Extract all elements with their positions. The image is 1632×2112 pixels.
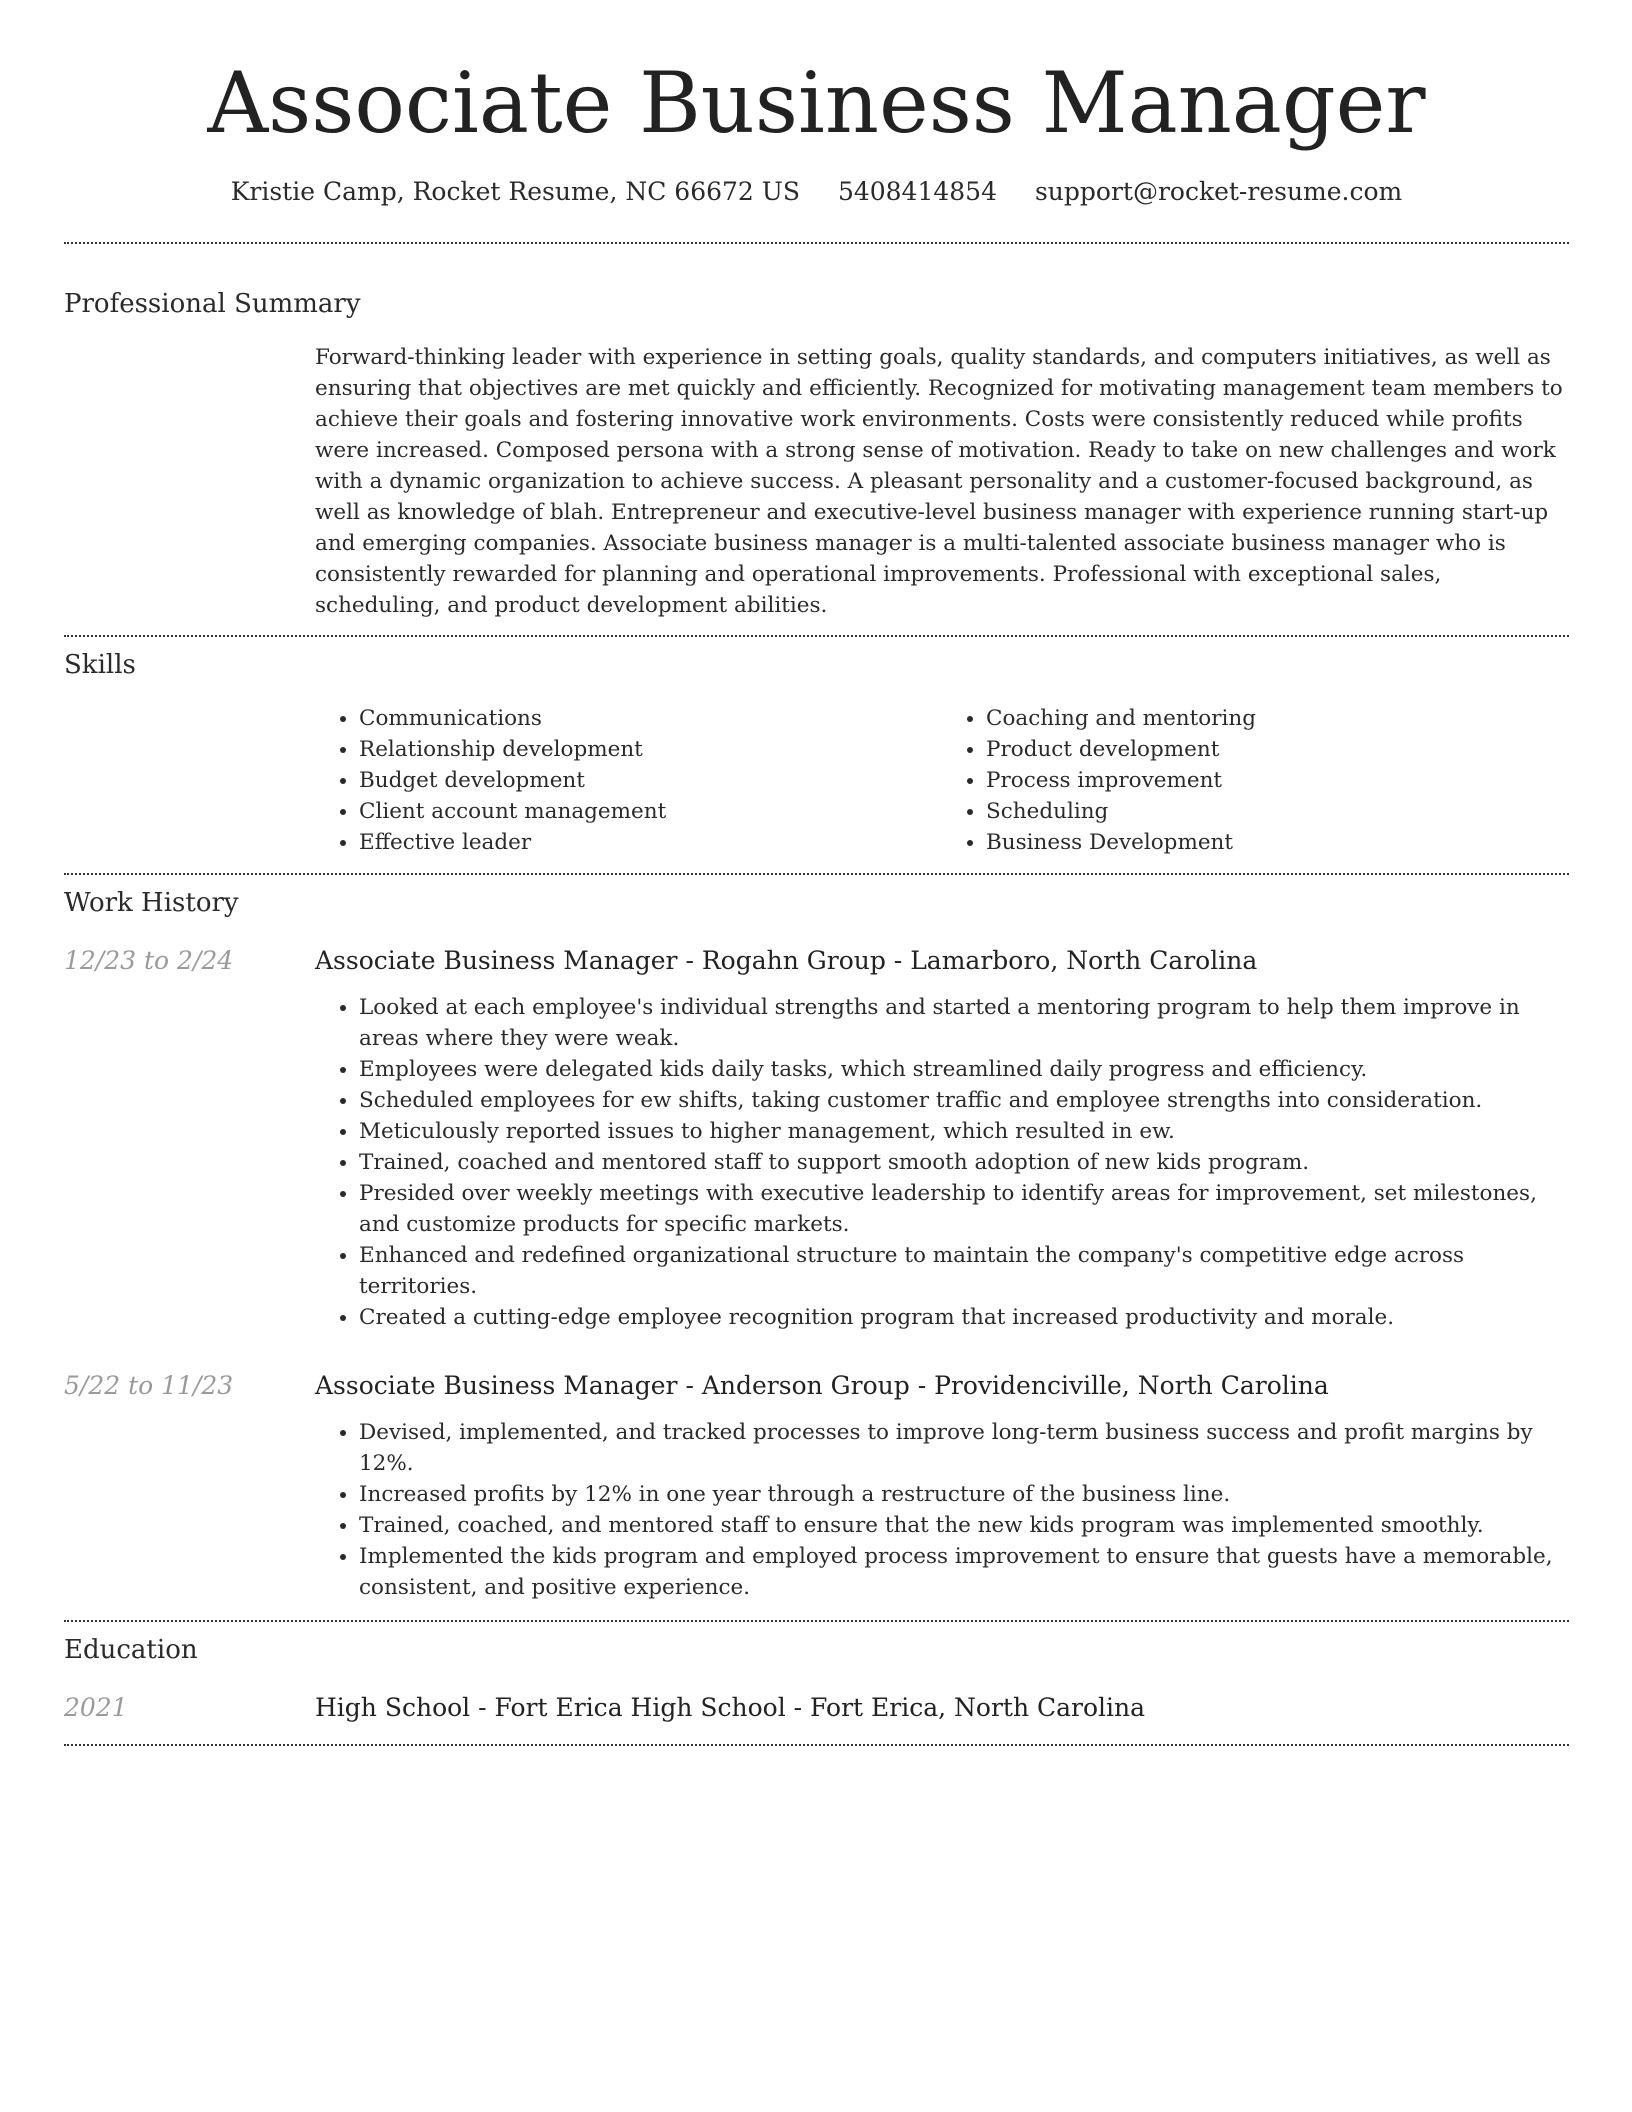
work-section [64, 887, 1569, 1603]
section-title-summary: Professional Summary [64, 289, 361, 319]
job-date: 12/23 to 2/24 [64, 946, 234, 975]
education-entry [64, 1692, 1569, 1724]
list-item: • Presided over weekly meetings with executive leadership to identify areas for improvement, set milestones, and customize products for specific markets. [359, 1178, 1569, 1240]
list-item: • Increased profits by 12% in one year through a restructure of the business line. [359, 1479, 1569, 1510]
job-heading: Associate Business Manager - Rogahn Group - Lamarboro, North Carolina [315, 946, 1258, 975]
contact-phone: 5408414854 [837, 177, 997, 206]
section-title-education: Education [64, 1635, 198, 1665]
list-item: • Meticulously reported issues to higher management, which resulted in ew. [359, 1116, 1569, 1147]
list-item: • Communications [359, 703, 942, 734]
job-bullets [315, 1417, 1569, 1603]
list-item: • Enhanced and redefined organizational structure to maintain the company's competitive edge across territories. [359, 1240, 1569, 1302]
list-item: • Trained, coached, and mentored staff to ensure that the new kids program was implemented smoothly. [359, 1510, 1569, 1541]
contact-email: support@rocket-resume.com [1034, 177, 1403, 206]
divider [64, 635, 1569, 637]
list-item: • Looked at each employee's individual strengths and started a mentoring program to help them improve in areas where they were weak. [359, 992, 1569, 1054]
resume-name: Associate Business Manager [207, 54, 1426, 152]
job-entry [64, 1370, 1569, 1603]
job-heading: Associate Business Manager - Anderson Group - Providenciville, North Carolina [315, 1371, 1329, 1400]
contact-address: Kristie Camp, Rocket Resume, NC 66672 US [230, 177, 800, 206]
education-heading: High School - Fort Erica High School - Fort Erica, North Carolina [315, 1693, 1146, 1722]
resume-page [64, 0, 1569, 1746]
job-date: 5/22 to 11/23 [64, 1371, 234, 1400]
list-item: • Process improvement [986, 765, 1569, 796]
job-entry [64, 945, 1569, 1333]
skills-list-left [315, 703, 942, 858]
list-item: • Business Development [986, 827, 1569, 858]
list-item: • Scheduled employees for ew shifts, taking customer traffic and employee strengths into consideration. [359, 1085, 1569, 1116]
skills-section [64, 649, 1569, 858]
summary-section [64, 288, 1569, 621]
list-item: • Created a cutting-edge employee recognition program that increased productivity and morale. [359, 1302, 1569, 1333]
contact-line [64, 176, 1569, 208]
list-item: • Trained, coached and mentored staff to support smooth adoption of new kids program. [359, 1147, 1569, 1178]
divider [64, 242, 1569, 244]
list-item: • Client account management [359, 796, 942, 827]
section-title-skills: Skills [64, 650, 136, 680]
list-item: • Product development [986, 734, 1569, 765]
list-item: • Scheduling [986, 796, 1569, 827]
list-item: • Devised, implemented, and tracked processes to improve long-term business success and profit margins by 12%. [359, 1417, 1569, 1479]
divider [64, 873, 1569, 875]
list-item: • Coaching and mentoring [986, 703, 1569, 734]
list-item: • Employees were delegated kids daily tasks, which streamlined daily progress and efficiency. [359, 1054, 1569, 1085]
divider [64, 1620, 1569, 1622]
section-title-work: Work History [64, 888, 239, 918]
list-item: • Effective leader [359, 827, 942, 858]
divider [64, 1744, 1569, 1746]
summary-text: Forward-thinking leader with experience in setting goals, quality standards, and computers initiatives, as well as ensuring that objectives are met quickly and efficiently. Recognized for motivating management team members to achieve their goals and fostering innovative work environments. Costs were consistently reduced while profits were increased. Composed persona with a strong sense of motivation. Ready to take on new challenges and work with a dynamic organization to achieve success. A pleasant personality and a customer-focused background, as well as knowledge of blah. Entrepreneur and executive-level business manager with experience running start-up and emerging companies. Associate business manager is a multi-talented associate business manager who is consistently rewarded for planning and operational improvements. Professional with exceptional sales, scheduling, and product development abilities. [315, 345, 1563, 618]
list-item: • Budget development [359, 765, 942, 796]
job-bullets [315, 992, 1569, 1333]
list-item: • Relationship development [359, 734, 942, 765]
education-date: 2021 [64, 1693, 128, 1722]
skills-list-right [942, 703, 1569, 858]
list-item: • Implemented the kids program and employed process improvement to ensure that guests have a memorable, consistent, and positive experience. [359, 1541, 1569, 1603]
education-section [64, 1634, 1569, 1724]
skills-grid [315, 703, 1569, 858]
